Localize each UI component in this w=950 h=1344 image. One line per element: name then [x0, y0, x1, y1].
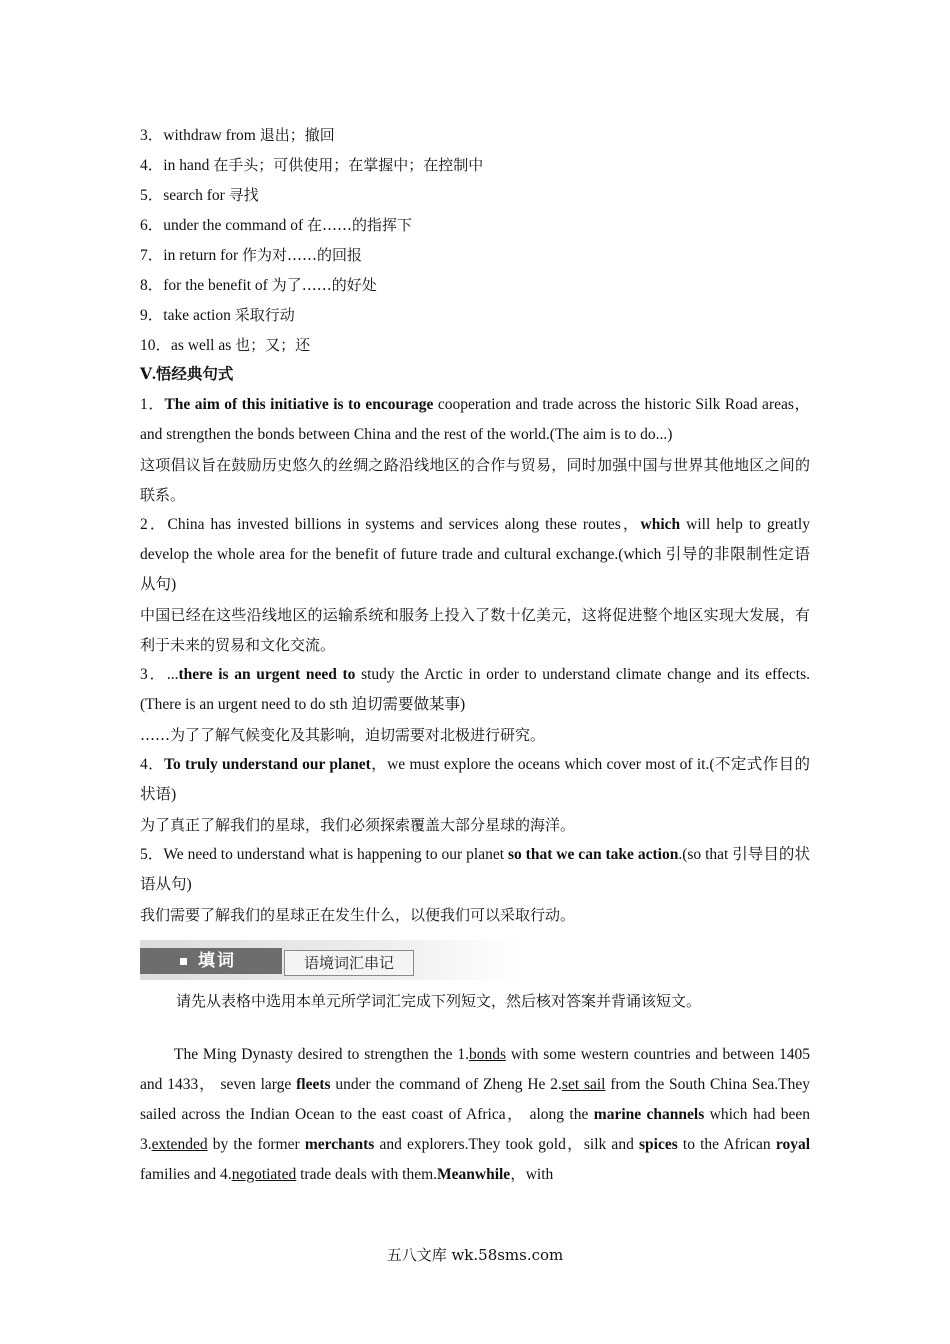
answer-blank: extended: [151, 1136, 208, 1153]
phrase-chinese: 采取行动: [234, 306, 295, 324]
phrase-number: 7．: [140, 247, 164, 264]
phrase-number: 6．: [140, 217, 164, 234]
sentence-text: .(so that 引导目的状语从句): [140, 846, 810, 893]
phrase-item: [140, 270, 810, 300]
key-word: royal: [775, 1136, 810, 1153]
key-word: marine channels: [593, 1106, 705, 1123]
passage-text: with some western countries and between 1405 and 1433， seven large: [140, 1046, 810, 1093]
sentence-text: We need to understand what is happening to our planet: [163, 846, 508, 863]
sentence-text: study the Arctic in order to understand climate change and its effects.(There is an urgent need to do sth 迫切需要做某事): [140, 666, 810, 713]
phrase-chinese: 作为对……的回报: [242, 246, 363, 264]
passage-text: and explorers.They took gold，silk and: [374, 1136, 639, 1153]
answer-blank: set sail: [561, 1076, 606, 1093]
key-pattern: so that we can take action: [507, 846, 679, 863]
sentence-3-english: [140, 660, 810, 720]
banner-subtitle: 语境词汇串记: [284, 950, 414, 976]
square-bullet-icon: [180, 958, 187, 965]
sentence-text: ...: [166, 666, 179, 683]
sentence-1-english: [140, 390, 810, 450]
phrase-chinese: 在手头；可供使用；在掌握中；在控制中: [213, 156, 484, 174]
passage-text: ，with: [510, 1166, 554, 1183]
phrase-item: [140, 330, 810, 360]
passage-text: under the command of Zheng He 2.: [330, 1076, 562, 1093]
passage-text: families and 4.: [140, 1166, 232, 1183]
phrase-chinese: 退出；撤回: [259, 126, 335, 144]
phrase-chinese: 也；又；还: [235, 336, 311, 354]
banner-tag: [140, 948, 282, 974]
sentence-text: ，we must explore the oceans which cover most of it.(不定式作目的状语): [140, 756, 811, 803]
document-page: [140, 120, 810, 1190]
answer-blank: negotiated: [231, 1166, 297, 1183]
sentence-5-english: [140, 840, 810, 900]
sentence-text: China has invested billions in systems and services along these routes，: [167, 516, 641, 533]
passage-text: from the South China Sea.They sailed across the Indian Ocean to the east coast of Africa， along the: [140, 1076, 811, 1123]
phrase-english: for the benefit of: [163, 277, 272, 294]
sentence-2-english: [140, 510, 810, 600]
passage-text: trade deals with them.: [296, 1166, 437, 1183]
phrase-list: [140, 120, 810, 360]
phrase-chinese: 寻找: [228, 186, 259, 204]
section-banner: [140, 940, 518, 980]
key-word: merchants: [304, 1136, 375, 1153]
phrase-number: 8．: [140, 277, 164, 294]
phrase-english: withdraw from: [163, 127, 260, 144]
sentence-number: 3．: [140, 666, 167, 683]
key-word: fleets: [296, 1076, 331, 1093]
sentence-2-chinese: 中国已经在这些沿线地区的运输系统和服务上投入了数十亿美元，这将促进整个地区实现大发展，有利于未来的贸易和文化交流。: [140, 606, 810, 654]
phrase-chinese: 在……的指挥下: [307, 216, 413, 234]
phrase-item: [140, 150, 810, 180]
phrase-number: 10．: [140, 337, 172, 354]
key-pattern: there is an urgent need to: [178, 666, 356, 683]
phrase-item: [140, 180, 810, 210]
sentence-text: cooperation and trade across the historic Silk Road areas， and strengthen the bonds between China and the rest of the world.(The aim is to do...): [140, 396, 810, 443]
cloze-passage: [140, 1040, 810, 1190]
phrase-chinese: 为了……的好处: [271, 276, 377, 294]
phrase-item: [140, 120, 810, 150]
phrase-item: [140, 210, 810, 240]
passage-text: which had been 3.: [140, 1106, 810, 1153]
sentence-5-chinese: 我们需要了解我们的星球正在发生什么，以便我们可以采取行动。: [140, 906, 576, 924]
section-heading: Ⅴ.悟经典句式: [140, 366, 234, 383]
phrase-english: search for: [163, 187, 229, 204]
sentence-number: 4．: [140, 756, 165, 773]
phrase-english: as well as: [171, 337, 236, 354]
phrase-english: under the command of: [163, 217, 308, 234]
sentence-number: 1．: [140, 396, 165, 413]
key-pattern: To truly understand our planet: [164, 756, 371, 773]
phrase-number: 9．: [140, 307, 164, 324]
phrase-number: 4．: [140, 157, 164, 174]
sentence-3-chinese: ……为了了解气候变化及其影响，迫切需要对北极进行研究。: [140, 726, 546, 744]
phrase-english: in hand: [163, 157, 214, 174]
banner-tag-label: 填词: [198, 951, 236, 971]
key-word: Meanwhile: [437, 1166, 511, 1183]
phrase-number: 5．: [140, 187, 164, 204]
phrase-number: 3．: [140, 127, 164, 144]
answer-blank: bonds: [468, 1046, 507, 1063]
phrase-english: take action: [163, 307, 235, 324]
sentence-number: 5．: [140, 846, 164, 863]
phrase-item: [140, 300, 810, 330]
sentence-1-chinese: 这项倡议旨在鼓励历史悠久的丝绸之路沿线地区的合作与贸易，同时加强中国与世界其他地区之间的联系。: [140, 456, 810, 504]
passage-text: by the former: [207, 1136, 305, 1153]
sentence-number: 2．: [140, 516, 168, 533]
passage-text: The Ming Dynasty desired to strengthen the 1.: [174, 1046, 469, 1063]
key-pattern: The aim of this initiative is to encourage: [164, 396, 434, 413]
phrase-english: in return for: [163, 247, 243, 264]
instruction-text: 请先从表格中选用本单元所学词汇完成下列短文，然后核对答案并背诵该短文。: [176, 992, 702, 1010]
key-pattern: which: [640, 516, 681, 533]
phrase-item: [140, 240, 810, 270]
key-word: spices: [638, 1136, 678, 1153]
sentence-4-english: [140, 750, 810, 810]
sentence-4-chinese: 为了真正了解我们的星球，我们必须探索覆盖大部分星球的海洋。: [140, 816, 576, 834]
passage-text: to the African: [677, 1136, 776, 1153]
sentence-text: will help to greatly develop the whole area for the benefit of future trade and cultural exchange.(which 引导的非限制性定语从句): [140, 516, 810, 593]
page-footer: 五八文库 wk.58sms.com: [386, 1246, 564, 1264]
